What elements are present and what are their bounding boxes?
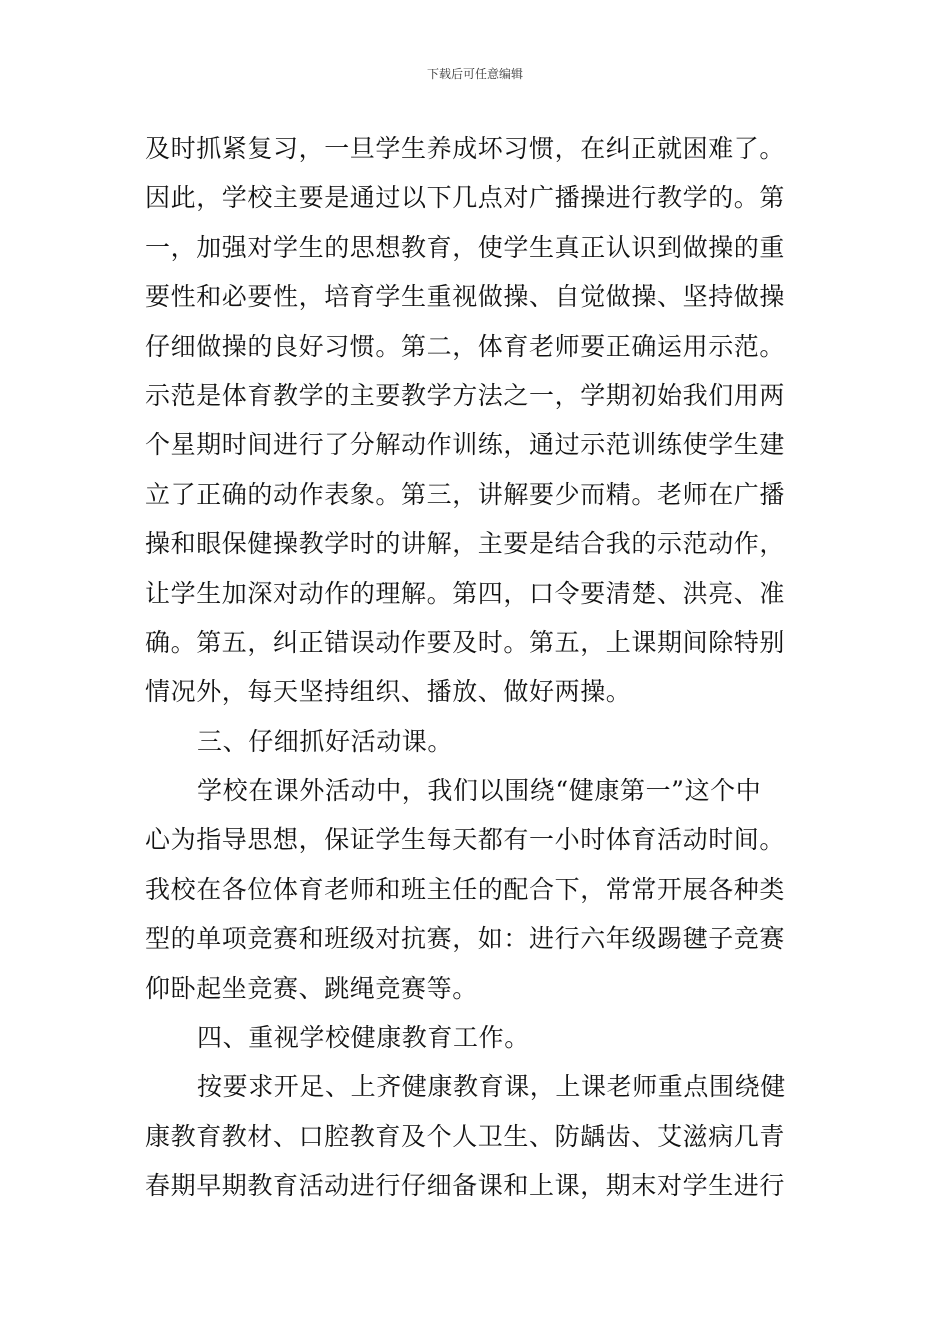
text-line: 让学生加深对动作的理解。第四，口令要清楚、洪亮、准	[145, 578, 786, 608]
text-line: 康教育教材、口腔教育及个人卫生、防龋齿、艾滋病几青	[145, 1121, 786, 1151]
text-line: 型的单项竞赛和班级对抗赛，如：进行六年级踢毽子竞赛	[145, 924, 786, 954]
text-line: 个星期时间进行了分解动作训练，通过示范训练使学生建	[145, 430, 786, 460]
text-line: 因此，学校主要是通过以下几点对广播操进行教学的。第	[145, 183, 786, 213]
text-line: 仰卧起坐竞赛、跳绳竞赛等。	[145, 973, 478, 1003]
section-heading-3: 三、仔细抓好活动课。	[197, 726, 454, 756]
text-line: 示范是体育教学的主要教学方法之一，学期初始我们用两	[145, 380, 786, 410]
text-line: 心为指导思想，保证学生每天都有一小时体育活动时间。	[145, 825, 786, 855]
text-line: 情况外，每天坚持组织、播放、做好两操。	[145, 677, 632, 707]
text-line: 立了正确的动作表象。第三，讲解要少而精。老师在广播	[145, 479, 786, 509]
page-header: 下载后可任意编辑	[426, 67, 523, 81]
section-heading-4: 四、重视学校健康教育工作。	[197, 1023, 530, 1053]
document-body	[145, 124, 805, 1211]
text-line: 及时抓紧复习，一旦学生养成坏习惯，在纠正就困难了。	[145, 134, 786, 163]
text-line: 仔细做操的良好习惯。第二，体育老师要正确运用示范。	[145, 331, 786, 361]
text-line: 学校在课外活动中，我们以围绕“健康第一”这个中	[197, 776, 762, 806]
text-line: 一，加强对学生的思想教育，使学生真正认识到做操的重	[145, 232, 786, 262]
text-line: 操和眼保健操教学时的讲解，主要是结合我的示范动作，	[145, 529, 786, 559]
text-line: 春期早期教育活动进行仔细备课和上课，期末对学生进行	[145, 1171, 786, 1201]
text-line: 确。第五，纠正错误动作要及时。第五，上课期间除特别	[145, 627, 786, 657]
text-line: 要性和必要性，培育学生重视做操、自觉做操、坚持做操	[145, 282, 786, 312]
text-line: 按要求开足、上齐健康教育课，上课老师重点围绕健	[197, 1072, 786, 1102]
text-line: 我校在各位体育老师和班主任的配合下，常常开展各种类	[145, 874, 786, 904]
